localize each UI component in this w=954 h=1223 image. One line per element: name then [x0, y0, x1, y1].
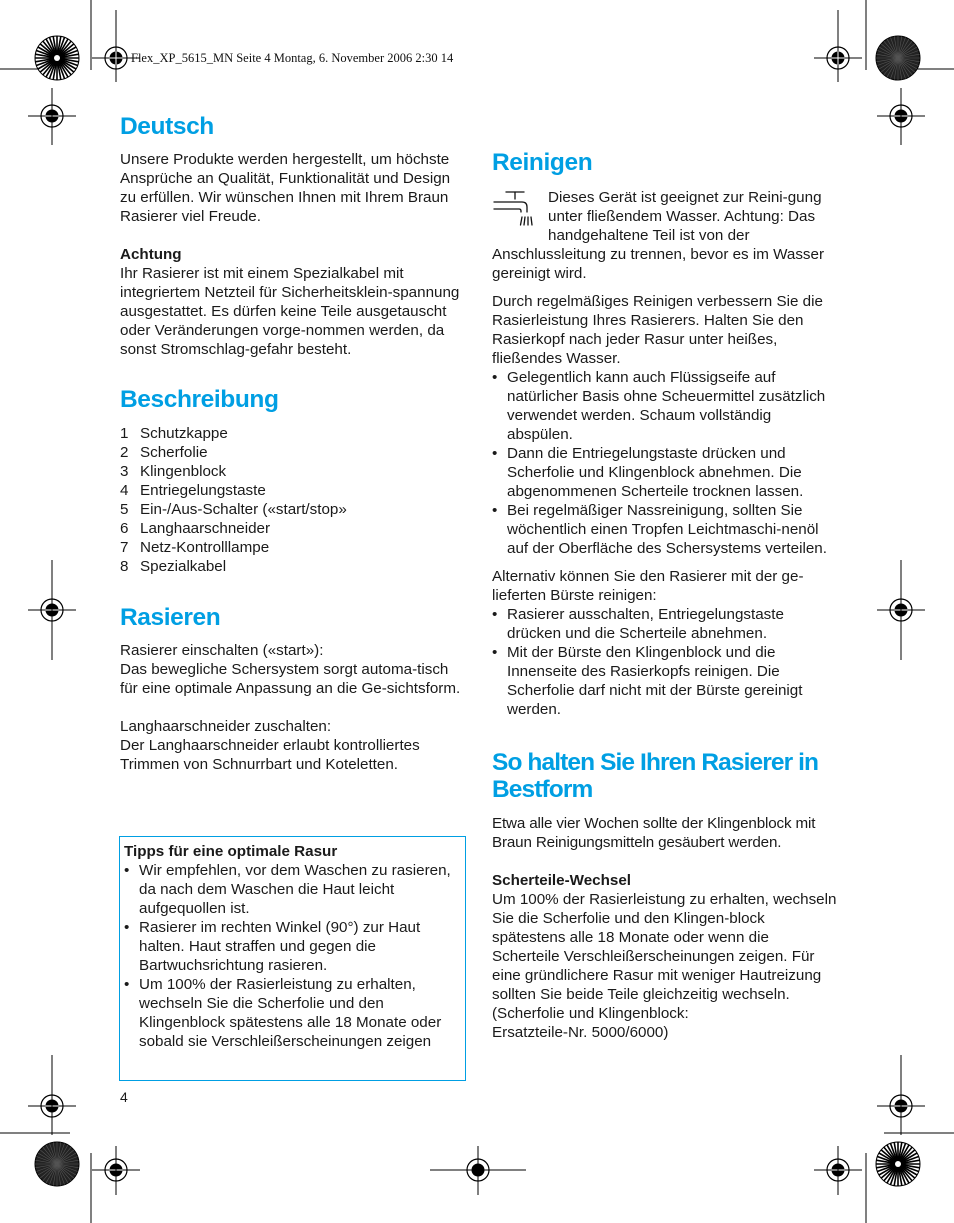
- print-slug: Flex_XP_5615_MN Seite 4 Montag, 6. November 2006 2:30 14: [131, 51, 454, 65]
- parts-line-1: (Scherfolie und Klingenblock:: [492, 1005, 689, 1022]
- reinigen-p2: Durch regelmäßiges Reinigen verbessern Sie die Rasierleistung Ihres Rasierers. Halten Sie den Rasierkopf nach jeder Rasur unter heißes, fließendes Wasser.: [492, 293, 823, 367]
- list-item: 2 Scherfolie: [120, 444, 208, 461]
- right-column: [492, 149, 838, 1042]
- reinigen-bullets-2: [492, 605, 838, 719]
- heading-rasieren: Rasieren: [120, 604, 221, 631]
- heading-bestform: So halten Sie Ihren Rasierer in Bestform: [492, 749, 819, 803]
- list-item: • Bei regelmäßiger Nassreinigung, sollten Sie wöchentlich einen Tropfen Leichtmaschi-nenöl auf der Oberfläche des Schersystems verteilen.: [492, 501, 838, 558]
- bestform-intro: Etwa alle vier Wochen sollte der Klingenblock mit Braun Reinigungsmitteln gesäubert werden.: [492, 815, 816, 851]
- achtung-text: Ihr Rasierer ist mit einem Spezialkabel mit integriertem Netzteil für Sicherheitsklein-spannung ausgestattet. Es dürfen keine Teile ausgetauscht oder Veränderungen vorge-nommen werden, da sonst Stromschlag-gefahr besteht.: [120, 265, 460, 358]
- color-target-icon: [876, 1142, 920, 1186]
- list-item: • Gelegentlich kann auch Flüssigseife auf natürlicher Basis ohne Scheuermittel zusätzlich verwendet werden. Schaum vollständig abspülen.: [492, 368, 838, 444]
- page-number: 4: [120, 1089, 128, 1105]
- reinigen-p3: Alternativ können Sie den Rasierer mit der ge-lieferten Bürste reinigen:: [492, 568, 804, 604]
- reinigen-intro: Dieses Gerät ist geeignet zur Reini-gung unter fließendem Wasser. Achtung: Das handgehaltene Teil ist von der Anschlussleitung zu trennen, bevor es im Wasser gereinigt wird.: [492, 189, 825, 282]
- list-item: • Rasierer im rechten Winkel (90°) zur Haut halten. Haut straffen und gegen die Bartwuchsrichtung rasieren.: [124, 918, 456, 975]
- reinigen-bullets-1: [492, 368, 838, 558]
- list-item: 5 Ein-/Aus-Schalter («start/stop»: [120, 501, 347, 518]
- list-item: 7 Netz-Kontrolllampe: [120, 539, 270, 556]
- rasieren-p1-text: Das bewegliche Schersystem sorgt automa-tisch für eine optimale Anpassung an die Ge-sichtsform.: [120, 661, 461, 697]
- rasieren-p2-text: Der Langhaarschneider erlaubt kontrolliertes Trimmen von Schnurrbart und Koteletten.: [120, 737, 420, 773]
- tips-list: [124, 861, 456, 1051]
- list-item: • Wir empfehlen, vor dem Waschen zu rasieren, da nach dem Waschen die Haut leicht aufgequollen ist.: [124, 861, 456, 918]
- list-item: 8 Spezialkabel: [120, 558, 227, 575]
- list-item: • Rasierer ausschalten, Entriegelungstaste drücken und die Scherteile abnehmen.: [492, 605, 838, 643]
- intro-text: Unsere Produkte werden hergestellt, um höchste Ansprüche an Qualität, Funktionalität und Design zu erfüllen. Wir wünschen Ihnen mit Ihrem Braun Rasierer viel Freude.: [120, 151, 451, 225]
- tips-title: Tipps für eine optimale Rasur: [124, 843, 338, 860]
- tips-box: [119, 836, 466, 1081]
- color-target-icon: [35, 36, 79, 80]
- rasieren-p1-line1: Rasierer einschalten («start»):: [120, 642, 324, 659]
- achtung-title: Achtung: [120, 246, 182, 263]
- color-target-icon: [876, 36, 920, 80]
- parts-list: [120, 424, 466, 576]
- left-column: [120, 113, 466, 774]
- heading-deutsch: Deutsch: [120, 113, 214, 140]
- water-tap-icon: [492, 190, 540, 234]
- list-item: 6 Langhaarschneider: [120, 520, 271, 537]
- heading-reinigen: Reinigen: [492, 149, 593, 176]
- list-item: 4 Entriegelungstaste: [120, 482, 266, 499]
- list-item: • Mit der Bürste den Klingenblock und die Innenseite des Rasierkopfs reinigen. Die Scherfolie darf nicht mit der Bürste gereinigt werden.: [492, 643, 838, 719]
- registration-mark-icon: [814, 34, 862, 82]
- heading-beschreibung: Beschreibung: [120, 386, 279, 413]
- rasieren-p2-line1: Langhaarschneider zuschalten:: [120, 718, 332, 735]
- scherteile-text: Um 100% der Rasierleistung zu erhalten, wechseln Sie die Scherfolie und den Klingen-block spätestens alle 18 Monate oder wenn die Scherteile Verschleißerscheinungen zeigen. Für eine gründlichere Rasur mit weniger Hautreizung sollten Sie beide Teile gleichzeitig wechseln.: [492, 891, 837, 1003]
- list-item: • Dann die Entriegelungstaste drücken und Scherfolie und Klingenblock abnehmen. Die abgenommenen Scherteile trocknen lassen.: [492, 444, 838, 501]
- parts-line-2: Ersatzteile-Nr. 5000/6000): [492, 1024, 669, 1041]
- list-item: 3 Klingenblock: [120, 463, 227, 480]
- list-item: • Um 100% der Rasierleistung zu erhalten, wechseln Sie die Scherfolie und den Klingenblock spätestens alle 18 Monate oder sobald sie Verschleißerscheinungen zeigen: [124, 975, 456, 1051]
- scherteile-title: Scherteile-Wechsel: [492, 872, 632, 889]
- color-target-icon: [35, 1142, 79, 1186]
- list-item: 1 Schutzkappe: [120, 425, 228, 442]
